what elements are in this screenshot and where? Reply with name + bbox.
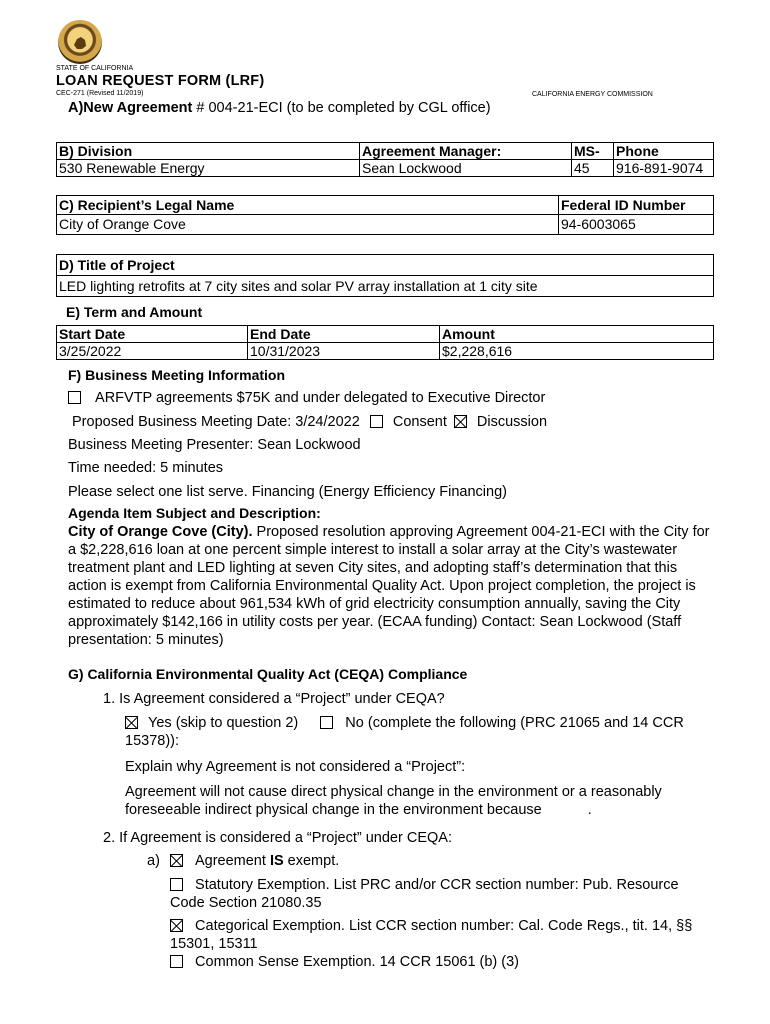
categorical-text: Categorical Exemption. List CCR section number: Cal. Code Regs., tit. 14, §§ (195, 918, 693, 934)
discussion-checkbox[interactable] (454, 415, 467, 428)
arfvtp-checkbox[interactable] (68, 391, 81, 404)
statutory-text: Statutory Exemption. List PRC and/or CCR section number: Pub. Resource (195, 877, 679, 893)
section-a-new-agreement (68, 100, 491, 116)
agreement-manager-label: Agreement Manager: (360, 143, 572, 160)
section-a-label: A)New Agreement (68, 100, 193, 116)
exempt-row (147, 852, 339, 870)
start-date-value: 3/25/2022 (57, 343, 248, 360)
q1-yes-label: Yes (skip to question 2) (148, 715, 299, 731)
phone-label: Phone (614, 143, 714, 160)
exempt-text-bold: IS (269, 853, 284, 869)
q1-yes-checkbox[interactable] (125, 716, 138, 729)
arfvtp-text: ARFVTP agreements $75K and under delegated to Executive Director (95, 390, 546, 406)
federal-id-label: Federal ID Number (559, 196, 714, 215)
arfvtp-row (68, 389, 545, 407)
ms-label: MS- (572, 143, 614, 160)
item-a-label: a) (147, 853, 160, 869)
ms-value: 45 (572, 160, 614, 177)
section-e-table (56, 325, 714, 360)
exempt-text-pre: Agreement (194, 853, 266, 869)
form-title: LOAN REQUEST FORM (LRF) (56, 73, 265, 89)
federal-id-value: 94-6003065 (559, 215, 714, 235)
categorical-row (170, 917, 692, 935)
ceqa-question-2: 2. If Agreement is considered a “Project” under CEQA: (103, 830, 452, 846)
agenda-subject: City of Orange Cove (City). (68, 524, 253, 540)
form-code: CEC-271 (Revised 11/2019) (56, 90, 144, 97)
end-date-label: End Date (248, 326, 440, 343)
categorical-continuation: 15301, 15311 (170, 936, 258, 952)
explain-line-2: foreseeable indirect physical change in the environment because (125, 802, 542, 818)
q1-options-row (125, 714, 684, 732)
discussion-label: Discussion (476, 414, 548, 430)
project-title-value: LED lighting retrofits at 7 city sites and solar PV array installation at 1 city site (57, 276, 714, 297)
explain-line-1: Agreement will not cause direct physical change in the environment or a reasonably (125, 784, 662, 800)
project-title-label: D) Title of Project (57, 255, 714, 276)
section-d-table (56, 254, 714, 297)
bear-figure-icon (73, 33, 87, 51)
agreement-number: # 004-21-ECI (to be completed by CGL office) (196, 100, 491, 116)
explain-line-2-row (125, 801, 592, 819)
amount-label: Amount (440, 326, 714, 343)
meeting-date-row (72, 413, 547, 431)
categorical-checkbox[interactable] (170, 919, 183, 932)
statutory-row (170, 876, 679, 894)
list-serve-text: Please select one list serve. Financing (Energy Efficiency Financing) (68, 484, 507, 500)
recipient-value: City of Orange Cove (57, 215, 559, 235)
statutory-continuation: Code Section 21080.35 (170, 895, 322, 911)
start-date-label: Start Date (57, 326, 248, 343)
common-sense-checkbox[interactable] (170, 955, 183, 968)
section-g-label: G) California Environmental Quality Act (CEQA) Compliance (68, 666, 468, 682)
agenda-description-block (68, 523, 718, 649)
common-sense-text: Common Sense Exemption. 14 CCR 15061 (b) (3) (195, 954, 520, 970)
agency-name: CALIFORNIA ENERGY COMMISSION (532, 91, 653, 98)
agenda-label: Agenda Item Subject and Description: (68, 505, 321, 521)
section-c-table (56, 195, 714, 235)
exempt-checkbox[interactable] (170, 854, 183, 867)
q1-no-checkbox[interactable] (320, 716, 333, 729)
statutory-checkbox[interactable] (170, 878, 183, 891)
section-e-label: E) Term and Amount (66, 304, 203, 320)
amount-value: $2,228,616 (440, 343, 714, 360)
ceqa-question-1: 1. Is Agreement considered a “Project” under CEQA? (103, 691, 445, 707)
meeting-date-text: Proposed Business Meeting Date: 3/24/2022 (72, 414, 360, 430)
consent-checkbox[interactable] (370, 415, 383, 428)
section-b-table (56, 142, 714, 177)
agenda-description: Proposed resolution approving Agreement 004-21-ECI with the City for a $2,228,616 loan at one percent simple interest to install a solar array at the City’s wastewater treatment plant and LED lighting at seven City sites, and adopting staff’s determination that this action is exempt from California Environmental Quality Act. Upon project completion, the project is estimated to reduce about 961,534 kWh of grid electricity consumption annually, saving the City approximately $142,166 in utility costs per year. (ECAA funding) Contact: Sean Lockwood (Staff presentation: 5 minutes) (68, 524, 710, 648)
end-date-value: 10/31/2023 (248, 343, 440, 360)
phone-value: 916-891-9074 (614, 160, 714, 177)
california-seal-icon (58, 20, 102, 64)
explain-end: . (587, 802, 592, 818)
recipient-label: C) Recipient’s Legal Name (57, 196, 559, 215)
division-value: 530 Renewable Energy (57, 160, 360, 177)
consent-label: Consent (392, 414, 447, 430)
division-label: B) Division (57, 143, 360, 160)
section-f-label: F) Business Meeting Information (68, 367, 286, 383)
presenter-text: Business Meeting Presenter: Sean Lockwood (68, 437, 361, 453)
time-needed-text: Time needed: 5 minutes (68, 460, 224, 476)
q1-no-continuation: 15378)): (125, 733, 180, 749)
common-sense-row (170, 953, 519, 971)
agreement-manager-value: Sean Lockwood (360, 160, 572, 177)
q1-no-label: No (complete the following (PRC 21065 and 14 CCR (345, 715, 684, 731)
state-label: STATE OF CALIFORNIA (56, 65, 134, 72)
exempt-text-post: exempt. (287, 853, 340, 869)
explain-label: Explain why Agreement is not considered a “Project”: (125, 759, 466, 775)
